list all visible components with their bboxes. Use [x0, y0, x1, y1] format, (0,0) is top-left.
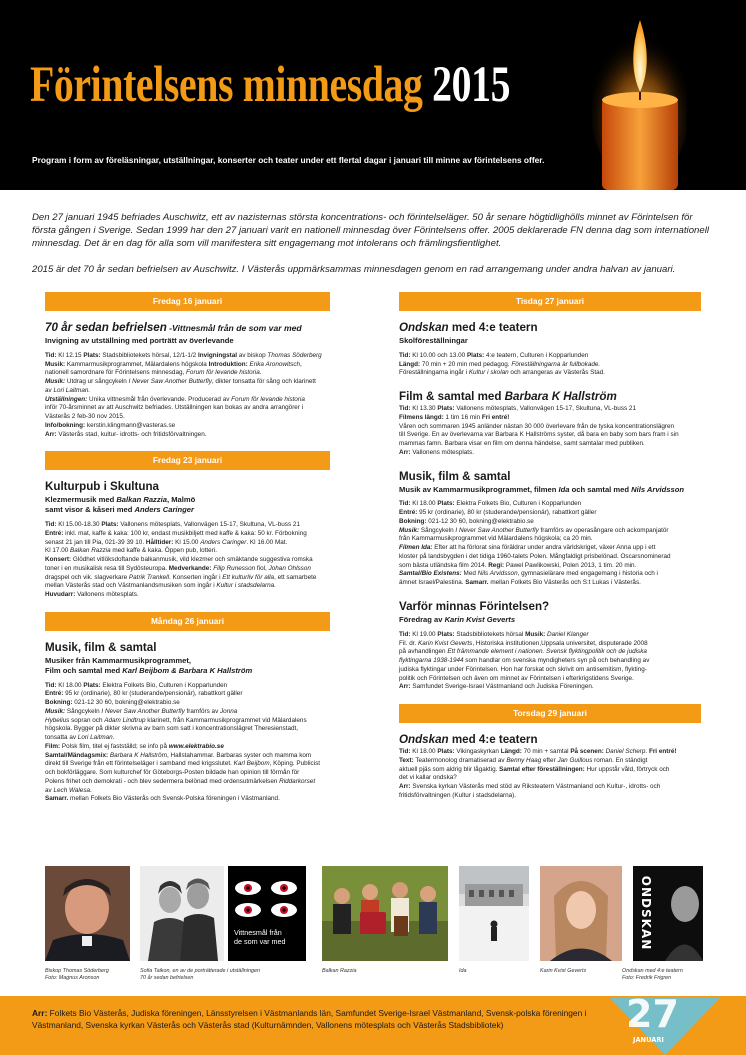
event-title: Ondskan med 4:e teatern	[399, 733, 538, 747]
badge-number: 27	[626, 992, 679, 1036]
photo-caption: Biskop Thomas Söderberg Foto: Magnus Aronson	[45, 968, 109, 982]
actor-silhouette	[661, 866, 703, 961]
event-title: Kulturpub i Skultuna	[45, 480, 159, 494]
day-header: Fredag 16 januari	[45, 292, 330, 311]
band-photo	[322, 866, 448, 961]
left-column	[45, 292, 375, 816]
photo-caption: Balkan Razzia	[322, 968, 357, 974]
page-subtitle: Program i form av föreläsningar, utställningar, konserter och teater under ett flertal dagar i januari till minne av förintelsens offer.	[32, 155, 545, 165]
poster-title: ONDSKAN	[639, 875, 654, 951]
intro-paragraph-2: 2015 är det 70 år sedan befrielsen av Auschwitz. I Västerås uppmärksammas minnesdagen genom en rad arrangemang under andra halvan av januari.	[32, 264, 676, 275]
event-details: Tid: Kl 18.00 Plats: Elektra Folkets Bio, Culturen i Kopparlunden Entré: 95 kr (ordinarie), 80 kr (studerande/pensionär), rabattkort gäller Bokning: 021-12 30 60, bokning@elektrabio.se Musik: Sångcykeln I Never Saw Another Butterfly framförs av operasångare och ackompanjatör från Kammarmusikprogrammet vid Mälardalens högskola; ca 20 min. Filmen Ida: Efter att ha förlorat sina föräldrar under andra världskriget, växer Anna upp i ett kloster på landsbygden i det tidiga 1960-talets Polen. Mångfaldigt prisbelönad. Oscarsnominerad som bästa utländska film 2014. Regi: Pawel Pawlikowski, Polen 2013, 1 tim. 20 min. Samtal/Bio Existens: Med Nils Arvidsson, gymnasielärare med engagemang i historia och i ämnet Israel/Palestina. Samarr. mellan Folkets Bio Västerås och S:t Lukas i Västerås.	[399, 500, 671, 587]
photo-caption: Karin Kvist Geverts	[540, 968, 587, 974]
right-column	[399, 292, 701, 813]
intro-paragraph: Den 27 januari 1945 befriades Auschwitz, ett av nazisternas största koncentrations- och förintelseläger. 50 år senare högtidlighölls minnet av Förintelsen för första gången i Sverige. Sedan 1999 har den 27 januari varit en nationell minnesdag över Förintelsens offer. 2005 deklarerade FN denna dag som internationell minnesdag. Det är en dag för alla som vill manifestera sitt engagemang mot intolerans och främlingsfientlighet.	[32, 212, 709, 249]
portrait-photo	[140, 866, 224, 961]
event-title: Varför minnas Förintelsen?	[399, 599, 550, 613]
event-title: Musik, film & samtal	[399, 469, 511, 483]
event-details: Tid: Kl 13.30 Plats: Vallonens mötesplats, Vallonvägen 15-17, Skultuna, VL-buss 21 Filmens längd: 1 tim 16 min Fri entré! Våren och sommaren 1945 anländer nästan 30 000 överlevare från de tyska koncentrationslägren till Sverige. En av överlevarna var Barbara K Hallströms syster, då bara en baby som bars fram i sin mammas famn. Barbara visar en film om denna händelse, samt samtalar med publiken. Arr: Vallonens mötesplats.	[399, 405, 679, 456]
event-details: Tid: Kl 10.00 och 13.00 Plats: 4:e teatern, Culturen i Kopparlunden Längd: 70 min + 20 min med pedagog. Föreställningarna är fullbokade. Föreställningarna ingår i Kultur i skolan och arrangeras av Västerås Stad.	[399, 351, 605, 377]
badge-month: JANUARI	[633, 1036, 664, 1044]
day-header: Måndag 26 januari	[45, 612, 330, 631]
event-subtitle: Klezmermusik med Balkan Razzia, Malmö samt visor & kåseri med Anders Caringer	[45, 495, 196, 515]
photo-caption: Ondskan med 4:e teatern Foto: Fredrik Frigren	[622, 968, 683, 982]
event-details: Tid: Kl 19.00 Plats: Stadsbibliotekets hörsal Musik: Daniel Klanger Fil. dr. Karin Kvist Geverts, Historiska institutionen,Uppsala universitet, disputerade 2008 på avhandlingen Ett främmande element i nationen. Svensk flyktingpolitik och de judiska flyktingarna 1938-1944 som handlar om svenska myndigheters syn på och behandling av judiska flyktingar under Förintelsen. Hon har forskat och skrivit om antisemitism, flykting- politik och Förintelsen och även om minnet av Förintelsen i efterkrigstidens Sverige. Arr: Samfundet Sverige-Israel Västmanland och Judiska Föreningen.	[399, 630, 650, 691]
event-title: Film & samtal med Barbara K Hallström	[399, 390, 617, 404]
event-subtitle: Invigning av utställning med porträtt av överlevande	[45, 336, 234, 345]
day-header: Torsdag 29 januari	[399, 704, 701, 723]
event-subtitle: Föredrag av Karin Kvist Geverts	[399, 614, 516, 624]
event-title: Musik, film & samtal	[45, 640, 157, 654]
candle-image	[592, 0, 687, 190]
event-subtitle: Musiker från Kammarmusikprogrammet, Film och samtal med Karl Beijbom & Barbara K Hallström	[45, 655, 253, 675]
exhibition-poster	[228, 866, 306, 961]
header-banner	[0, 0, 746, 190]
poster-text: Vittnesmål från de som var med	[234, 928, 286, 947]
photo-caption: Ida	[459, 968, 467, 974]
ondskan-poster	[633, 866, 703, 961]
event-subtitle: Skolföreställningar	[399, 336, 468, 345]
day-header: Tisdag 27 januari	[399, 292, 701, 311]
eye-icons	[228, 866, 306, 961]
event-details: Tid: Kl 15.00-18.30 Plats: Vallonens mötesplats, Vallonvägen 15-17, Skultuna, VL-buss 21 Entré: inkl. mat, kaffe & kaka: 100 kr, endast musikbiljett med kaffe & kaka: 50 kr. Förbokning senast 21 jan till Pia, 021-39 39 10. Hålltider: Kl 15.00 Anders Caringer. Kl 16.00 Mat. Kl 17.00 Balkan Razzia med kaffe & kaka. Öppen pub, lotteri. Konsert: Glödhet vitlöksdoftande balkanmusik, vild klezmer och smäktande suggestiva romska toner i en musikalisk resa till Sydösteuropa. Medverkande: Filip Runesson fiol, Johan Ohlsson dragspel och vik. slagverkare Patrik Trankell. Konserten ingår i Ett kulturliv för alla, ett samarbete mellan Västerås stad och Västmanlandsmusiken som ingår i Kultur i stadsdelarna. Huvudarr: Vallonens mötesplats.	[45, 521, 317, 599]
day-header: Fredag 23 januari	[45, 451, 330, 470]
event-subtitle: Musik av Kammarmusikprogrammet, filmen Ida och samtal med Nils Arvidsson	[399, 484, 685, 494]
page-title: Förintelsens minnesdag 2015	[30, 57, 511, 113]
ida-film-photo	[459, 866, 529, 961]
bishop-photo	[45, 866, 130, 961]
date-badge	[610, 992, 720, 1055]
event-details: Tid: Kl 18.00 Plats: Elektra Folkets Bio, Culturen i Kopparlunden Entré: 95 kr (ordinarie), 80 kr (studerande/pensionär), rabattkort gäller Bokning: 021-12 30 60, bokning@elektrabio.se Musik: Sångcykeln I Never Saw Another Butterfly framförs av Jonna Hybelius sopran och Adam Lindtrup klarinett, från Kammarmusikprogrammet vid Mälardalens högskola. Bygger på dikter skrivna av barn som satt i koncentrationslägret Theresienstadt, tonsatta av Lori Laitman. Film: Polsk film, titel ej fastställd; se info på www.elektrabio.se Samtal/Mändagsmix: Barbara K Hallström, Hallstahammar. Barbaras syster och mamma kom direkt till Sverige från ett förintelseläger i samband med krigsslutet. Karl Beijbom, Köping. Publicist och bokförläggare. Som kulturchef för Göteborgs-Posten bildade han opinion till förmån för Polens frihet och demokrati - och blev sedermera belönad med ordensutmärkelsen Riddarkorset av Lech Walesa. Samarr. mellan Folkets Bio Västerås och Svensk-Polska föreningen i Västmanland.	[45, 681, 321, 803]
photo-caption: Sofia Taikon, en av de porträtterade i utställningen 70 år sedan befrielsen	[140, 968, 260, 982]
karin-photo	[540, 866, 622, 961]
event-details: Tid: Kl 12.15 Plats: Stadsbibliotekets hörsal, 12/1-1/2 Invigningstal av biskop Thomas Söderberg Musik: Kammarmusikprogrammet, Mälardalens högskola Introduktion: Erika Aronowitsch, nationell samordnare för Förintelsens minnesdag, Forum för levande historia. Musik: Utdrag ur sångcykeln I Never Saw Another Butterfly, dikter tonsatta för sång och klarinett av Lori Laitman. Utställningen: Unika vittnesmål från överlevande. Producerad av Forum för levande historia inför 70-årsminnet av att Auschwitz befriades. Utställningen kan bokas av andra arrangörer i Västerås 2 feb-30 nov 2015. Info/bokning: kerstin.klingmann@vasteras.se Arr: Västerås stad, kultur- idrotts- och fritidsförvaltningen.	[45, 351, 322, 438]
event-title: Ondskan med 4:e teatern	[399, 321, 538, 334]
footer-organizers: Arr: Folkets Bio Västerås, Judiska föreningen, Länsstyrelsen i Västmanlands län, Samfundet Sverige-Israel Västmanland, Svensk-polska föreningen i Västmanland, Svenska kyrkan Västerås och Västerås stad (Kulturnämnden, Vallonens mötesplats och Västerås Stadsbibliotek)	[32, 1008, 587, 1030]
event-title: 70 år sedan befrielsen -Vittnesmål från de som var med	[45, 321, 302, 334]
event-details: Tid: Kl 18.00 Plats: Vikingaskyrkan Längd: 70 min + samtal På scenen: Daniel Scherp. Fri entré! Text: Teatermonolog dramatiserad av Benny Haag efter Jan Guillous roman. En ständigt aktuell pjäs som aldrig blir lågaktig. Samtal efter föreställningen: Hur uppstår våld, förtryck och det vi kallar ondska? Arr: Svenska kyrkan Västerås med stöd av Riksteatern Västmanland och Kultur-, idrotts- och fritidsförvaltningen (Kultur i stadsdelarna).	[399, 748, 677, 799]
